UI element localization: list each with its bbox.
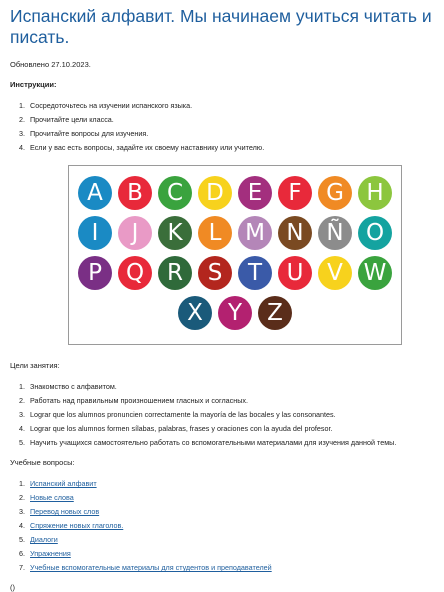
updated-date: Обновлено 27.10.2023. [10, 60, 91, 69]
instructions-heading: Инструкции: [10, 80, 57, 89]
letter-circle: V [318, 256, 352, 290]
question-link-conjugation[interactable]: Спряжение новых глаголов. [30, 521, 124, 530]
letter-circle: U [278, 256, 312, 290]
letter-circle: Y [218, 296, 252, 330]
goals-heading: Цели занятия: [10, 361, 60, 370]
instruction-item: 1. Сосредоточьтесь на изучении испанского языка. [27, 99, 434, 113]
letter-circle: I [78, 216, 112, 250]
letter-circle: H [358, 176, 392, 210]
question-item [27, 533, 434, 547]
letter-circle: D [198, 176, 232, 210]
goal-item: 3. Lograr que los alumnos pronuncien correctamente la mayoría de las bocales y las consonantes. [27, 408, 434, 422]
instruction-item: 2. Прочитайте цели класса. [27, 113, 434, 127]
question-item [27, 547, 434, 561]
letter-circle: Q [118, 256, 152, 290]
question-item [27, 477, 434, 491]
question-link-exercises[interactable]: Упражнения [30, 549, 71, 558]
questions-heading: Учебные вопросы: [10, 458, 75, 467]
question-link-alphabet[interactable]: Испанский алфавит [30, 479, 97, 488]
question-item [27, 505, 434, 519]
letter-circle: S [198, 256, 232, 290]
letter-circle: Ñ [318, 216, 352, 250]
letter-circle: A [78, 176, 112, 210]
letter-circle: L [198, 216, 232, 250]
question-item [27, 491, 434, 505]
instruction-item: 4. Если у вас есть вопросы, задайте их своему наставнику или учителю. [27, 141, 434, 155]
letter-circle: J [118, 216, 152, 250]
letter-circle: O [358, 216, 392, 250]
instructions-list [10, 99, 434, 155]
alphabet-image [68, 165, 402, 345]
questions-list [10, 477, 434, 575]
letter-circle: N [278, 216, 312, 250]
letter-circle: T [238, 256, 272, 290]
letter-circle: Z [258, 296, 292, 330]
instruction-item: 3. Прочитайте вопросы для изучения. [27, 127, 434, 141]
goals-list [10, 380, 434, 450]
letter-circle: B [118, 176, 152, 210]
question-link-translation[interactable]: Перевод новых слов [30, 507, 100, 516]
letter-circle: W [358, 256, 392, 290]
question-link-materials[interactable]: Учебные вспомогательные материалы для студентов и преподавателей [30, 563, 272, 572]
goal-item: 5. Научить учащихся самостоятельно работать со вспомогательными материалами для изучения данной темы. [27, 436, 434, 450]
page-title: Испанский алфавит. Мы начинаем учиться читать и писать. [10, 6, 432, 47]
letter-circle: F [278, 176, 312, 210]
letter-circle: M [238, 216, 272, 250]
letter-circle: R [158, 256, 192, 290]
letter-circle: X [178, 296, 212, 330]
letter-circle: C [158, 176, 192, 210]
goal-item: 2. Работать над правильным произношением гласных и согласных. [27, 394, 434, 408]
question-item [27, 519, 434, 533]
goal-item: 1. Знакомство с алфавитом. [27, 380, 434, 394]
letter-circle: P [78, 256, 112, 290]
letter-circle: K [158, 216, 192, 250]
question-item [27, 561, 434, 575]
letter-circle: E [238, 176, 272, 210]
trailing-text: () [10, 583, 15, 592]
question-link-new-words[interactable]: Новые слова [30, 493, 74, 502]
goal-item: 4. Lograr que los alumnos formen sílabas, palabras, frases y oraciones con la ayuda del profesor. [27, 422, 434, 436]
question-link-dialogues[interactable]: Диалоги [30, 535, 58, 544]
letter-circle: G [318, 176, 352, 210]
